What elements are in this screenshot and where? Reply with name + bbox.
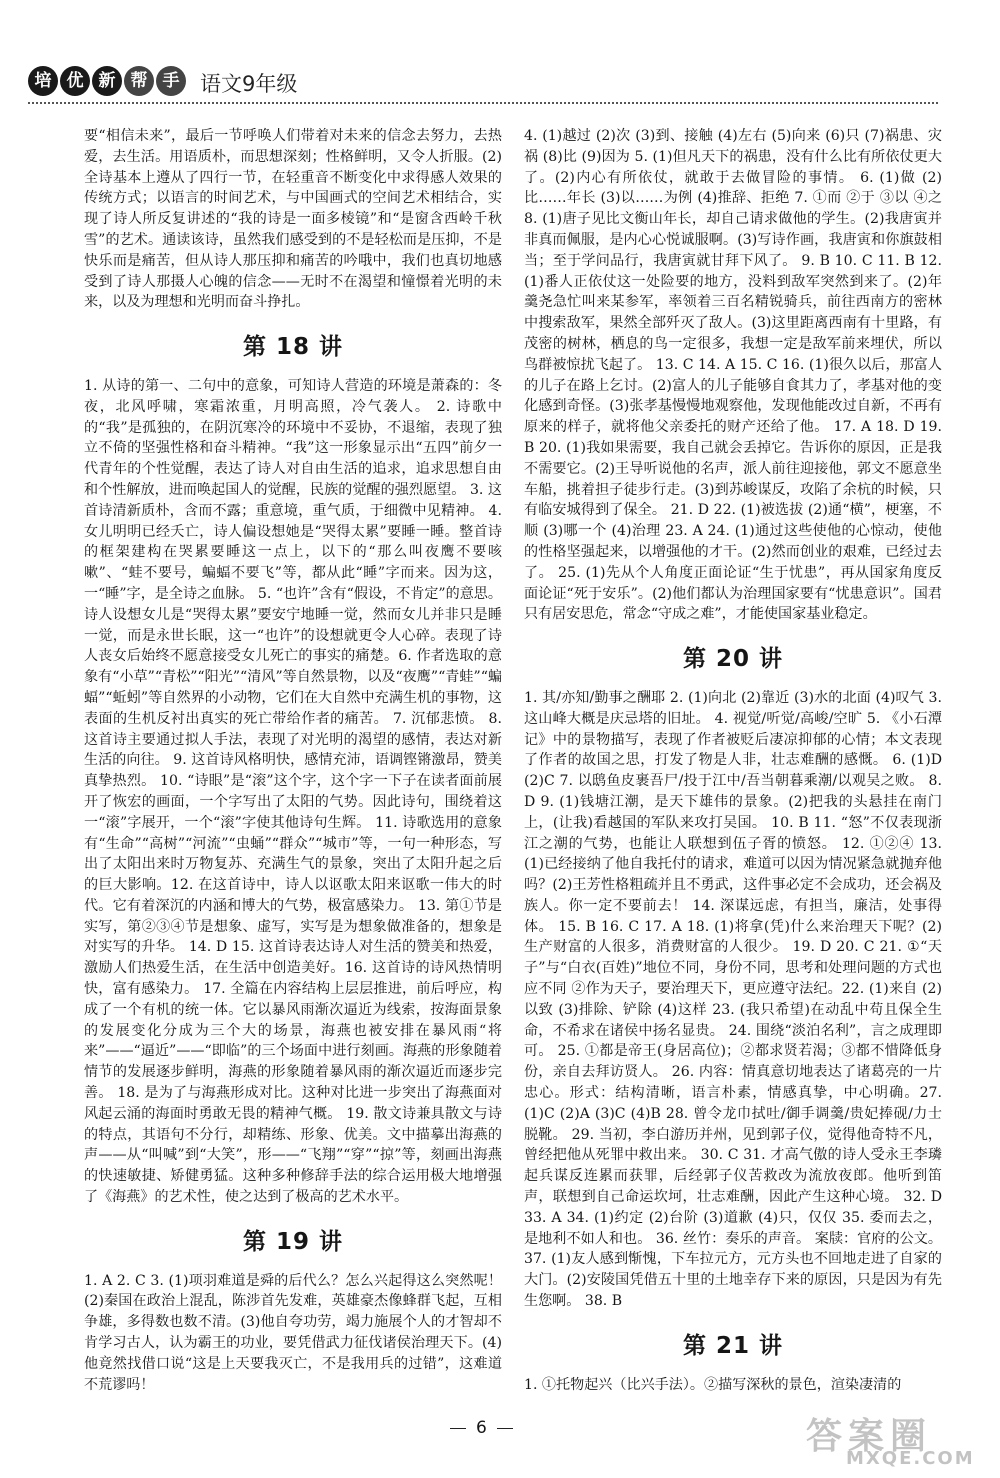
answer-paragraph: 1. ①托物起兴（比兴手法）。②描写深秋的景色，渲染凄清的 — [524, 1376, 902, 1393]
answer-paragraph: 1. 其/亦知/勤事之酬耶 2. (1)向北 (2)靠近 (3)水的北面 (4)叹气 3. 这山峰大概是庆忌塔的旧址。 4. 视觉/听觉/高峻/空旷 5. 《小石潭记》中的景物描写，表现了作者被贬后凄凉抑郁的心情；本文表现了作者的故国之思，打发了物是人非，壮志难酬的感慨。 6. (1)D (2)C 7. 以鸱鱼皮裹吾尸/投于江中/吾当朝暮乘潮/以观吴之败。 8. D 9. (1)钱塘江潮，是天下雄伟的景象。(2)把我的头悬挂在南门上，(让我)看越国的军队来攻打吴国。 10. B 11. “怒”不仅表现浙江之潮的气势，也能让人联想到伍子胥的愤怒。 12. ①②④ 13. (1)已经接纳了他自我托付的请求，难道可以因为情况紧急就抛弃他吗？(2)王芳性格粗疏并且不勇武，这件事必定不会成功，还会祸及族人。你一定不要前去！ 14. 深谋远虑，有担当，廉洁，处事得体。 15. B 16. C 17. A 18. (1)将拿(凭)什么来治理天下呢？(2)生产财富的人很多，消费财富的人很少。 19. D 20. C 21. ①“天子”与“白衣(百姓)”地位不同，身份不同，思考和处理问题的方式也应不同 ②作为天子，要治理天下，更应遵守法纪。22. (1)来自 (2)以致 (3)排除、铲除 (4)这样 23. (我只希望)在动乱中苟且保全生命，不希求在诸侯中扬名显贵。 24. 围绕“淡泊名利”，言之成理即可。 25. ①都是帝王(身居高位)；②都求贤若渴；③都不惜降低身份，亲自去拜访贤人。 26. 内容：情真意切地表达了诸葛亮的一片忠心。形式：结构清晰，语言朴素，情感真挚，中心明确。27. (1)C (2)A (3)C (4)B 28. 曾令龙巾拭吐/御手调羹/贵妃捧砚/力士脱靴。 29. 当初，李白游历并州，见到郭子仪，觉得他奇特不凡，曾经把他从死罪中救出来。 30. C 31. 才高气傲的诗人受永王李璘起兵谋反连累而获罪，后经郭子仪苦救改为流放夜郎。他听到笛声，联想到自己命运坎坷，壮志难酬，因此产生这种心境。 32. D 33. A 34. (1)约定 (2)台阶 (3)道歉 (4)只，仅仅 35. 委而去之，是地利不如人和也。 36. 丝竹：奏乐的声音。 案牍：官府的公文。 37. (1)友人感到惭愧，下车拉元方，元方头也不回地走进了自家的大门。(2)安陵国凭借五十里的土地幸存下来的原因，只是因为有先生您啊。 38. B — [524, 689, 942, 1310]
left-column — [84, 126, 502, 1395]
answer-paragraph: 1. A 2. C 3. (1)项羽难道是舜的后代么？怎么兴起得这么突然呢！(2)秦国在政治上混乱，陈涉首先发难，英雄豪杰像蜂群飞起，互相争雄，多得数也数不清。(3)他自夸功劳，竭力施展个人的才智却不肯学习古人，认为霸王的功业，要凭借武力征伐诸侯治理天下。(4)他竟然找借口说“这是上天要我灭亡，不是我用兵的过错”，这难道不荒谬吗！ — [84, 1272, 502, 1393]
lecture-heading: 第 20 讲 — [682, 646, 784, 673]
brand-char: 新 — [92, 66, 122, 96]
watermark-logo — [806, 1408, 990, 1470]
header-divider — [28, 102, 938, 104]
right-column — [524, 126, 942, 1395]
subject-grade-label: 语文9年级 — [200, 72, 298, 96]
page-number — [440, 1418, 523, 1438]
lecture-heading: 第 18 讲 — [242, 334, 344, 361]
page-number-text: 6 — [476, 1418, 487, 1438]
answer-paragraph: 1. 从诗的第一、二句中的意象，可知诗人营造的环境是萧森的：冬夜，北风呼啸，寒霜浓重，月明高照，冷气袭人。 2. 诗歌中的“我”是孤独的，在阴沉寒冷的环境中不妥协，不退缩，表现了独立不倚的坚强性格和奋斗精神。“我”这一形象显示出“五四”前夕一代青年的个性觉醒，表达了诗人对自由生活的追求，追求思想自由和个性解放，进而唤起国人的觉醒，民族的觉醒的强烈愿望。 3. 这首诗清新质朴，含而不露；重意境，重气质，于细微中见精神。 4. 女儿明明已经夭亡，诗人偏设想她是“哭得太累”要睡一睡。整首诗的框架建构在哭累要睡这一点上，以下的“那么叫夜鹰不要咳嗽”、“蛙不要号，蝙蝠不要飞”等，都从此“睡”字而来。因为这，一“睡”字，是全诗之血脉。 5. “也许”含有“假设，不肯定”的意思。诗人设想女儿是“哭得太累”要安宁地睡一觉，然而女儿并非只是睡一觉，而是永世长眠，这一“也许”的设想就更令人心碎。表现了诗人丧女后始终不愿意接受女儿死亡的事实的痛楚。6. 作者选取的意象有“小草”“青松”“阳光”“清风”等自然景物，以及“夜鹰”“青蛙”“蝙蝠”“蚯蚓”等自然界的小动物，它们在大自然中充满生机的事物，这表面的生机反衬出真实的死亡带给作者的痛苦。 7. 沉郁悲愤。 8. 这首诗主要通过拟人手法，表现了对光明的渴望的感情，表达对新生活的向往。 9. 这首诗风格明快，感情充沛，语调铿锵激昂，赞美真挚热烈。 10. “诗眼”是“滚”这个字，这个字一下子在读者面前展开了恢宏的画面，一个字写出了太阳的气势。因此诗句，围绕着这一“滚”字展开，一个“滚”字使其他诗句生辉。 11. 诗歌选用的意象有“生命”“高树”“河流”“虫蛹”“群众”“城市”等，一句一种形态，写出了太阳出来时万物复苏、充满生气的景象，突出了太阳升起之后的巨大影响。12. 在这首诗中，诗人以讴歌太阳来讴歌一伟大的时代。它有着深沉的内涵和博大的气势，极富感染力。 13. 第①节是实写，第②③④节是想象、虚写，实写是为想象做准备的，想象是对实写的升华。 14. D 15. 这首诗表达诗人对生活的赞美和热爱，激励人们热爱生活，在生活中创造美好。16. 这首诗的诗风热情明快，富有感染力。 17. 全篇在内容结构上层层推进，前后呼应，构成了一个有机的统一体。它以暴风雨渐次逼近为线索，按海面景象的发展变化分成为三个大的场景，海燕也被安排在暴风雨“将来”——“逼近”——“即临”的三个场面中进行刻画。海燕的形象随着情节的发展逐步鲜明，海燕的形象随着暴风雨的渐次逼近而逐步完善。 18. 是为了与海燕形成对比。这种对比进一步突出了海燕面对风起云涌的海面时勇敢无畏的精神气概。 19. 散文诗兼具散文与诗的特点，其语句不分行，却精练、形象、优美。文中描摹出海燕的声——从“叫喊”到“大笑”，形——“飞翔”“穿”“掠”等，刻画出海燕的快速敏捷、矫健勇猛。这种多种修辞手法的综合运用极大地增强了《海燕》的艺术性，使之达到了极高的艺术水平。 — [84, 377, 502, 1206]
lecture-heading: 第 21 讲 — [682, 1332, 784, 1359]
brand-char: 手 — [156, 66, 186, 96]
brand-char: 帮 — [124, 66, 154, 96]
answer-paragraph: 要“相信未来”，最后一节呼唤人们带着对未来的信念去努力，去热爱，去生活。用语质朴，而思想深刻；性格鲜明，又令人折服。(2)全诗基本上遵从了四行一节，在轻重音不断变化中求得感人效果的传统方式；以语言的时间艺术，与中国画式的空间艺术相结合，实现了诗人所反复讲述的“我的诗是一面多棱镜”和“是窗含西岭千秋雪”的艺术。通读该诗，虽然我们感受到的不是轻松而是压抑，不是快乐而是痛苦，但从诗人那压抑和痛苦的吟哦中，我们也真切地感受到了诗人那摄人心魄的信念——无时不在渴望和憧憬着光明的未来，以及为理想和光明而奋斗挣扎。 — [84, 128, 502, 311]
dash-right — [497, 1428, 513, 1429]
lecture-heading: 第 19 讲 — [242, 1228, 344, 1255]
dash-left — [450, 1428, 466, 1429]
watermark-url: MXQE.COM — [846, 1448, 975, 1469]
brand-logo — [28, 64, 186, 98]
brand-char: 培 — [28, 66, 58, 96]
answer-paragraph: 4. (1)越过 (2)次 (3)到、接触 (4)左右 (5)向来 (6)只 (7)祸患、灾祸 (8)比 (9)因为 5. (1)但凡天下的祸患，没有什么比有所依仗更大了。(2)内心有所依仗，就敢于去做冒险的事情。 6. (1)做 (2)比……年长 (3)以……为例 (4)推辞、拒绝 7. ①而 ②于 ③以 ④之 8. (1)唐子见比文衡山年长，却自己请求做他的学生。(2)我唐寅并非真而佩服，是内心心悦诚服啊。(3)写诗作画，我唐寅和你旗鼓相当；至于学问品行，我唐寅就甘拜下风了。 9. B 10. C 11. B 12. (1)番人正依仗这一处险要的地方，没料到敌军突然到来了。(2)年羹尧急忙叫来某参军，率领着三百名精锐骑兵，前往西南方的密林中搜索敌军，果然全部歼灭了敌人。(3)这里距离西南有十里路，有茂密的树林，栖息的鸟一定很多，我想一定是敌军前来埋伏，所以鸟群被惊扰飞起了。 13. C 14. A 15. C 16. (1)很久以后，那富人的儿子在路上乞讨。(2)富人的儿子能够自食其力了，孝基对他的变化感到奇怪。(3)张孝基慢慢地观察他，发现他能改过自新，不再有原来的样子，就将他父亲委托的财产还给了他。 17. A 18. D 19. B 20. (1)我如果需要，我自己就会丢掉它。告诉你的原因，正是我不需要它。(2)王导听说他的名声，派人前往迎接他，郭文不愿意坐车船，挑着担子徒步行走。(3)到苏峻谋反，攻陷了余杭的时候，只有临安城得到了保全。 21. D 22. (1)被选拔 (2)通“横”，梗塞，不顺 (3)哪一个 (4)治理 23. A 24. (1)通过这些使他的心惊动，使他的性格坚强起来，以增强他的才干。(2)然而创业的艰难，已经过去了。 25. (1)先从个人角度正面论证“生于忧患”，再从国家角度反面论证“死于安乐”。(2)他们都认为治理国家要有“忧患意识”。国君只有居安思危，常念“守成之难”，才能使国家基业稳定。 — [524, 128, 942, 623]
watermark-text: 答案圈 — [806, 1416, 933, 1457]
page-header — [28, 64, 938, 104]
brand-char: 优 — [60, 66, 90, 96]
